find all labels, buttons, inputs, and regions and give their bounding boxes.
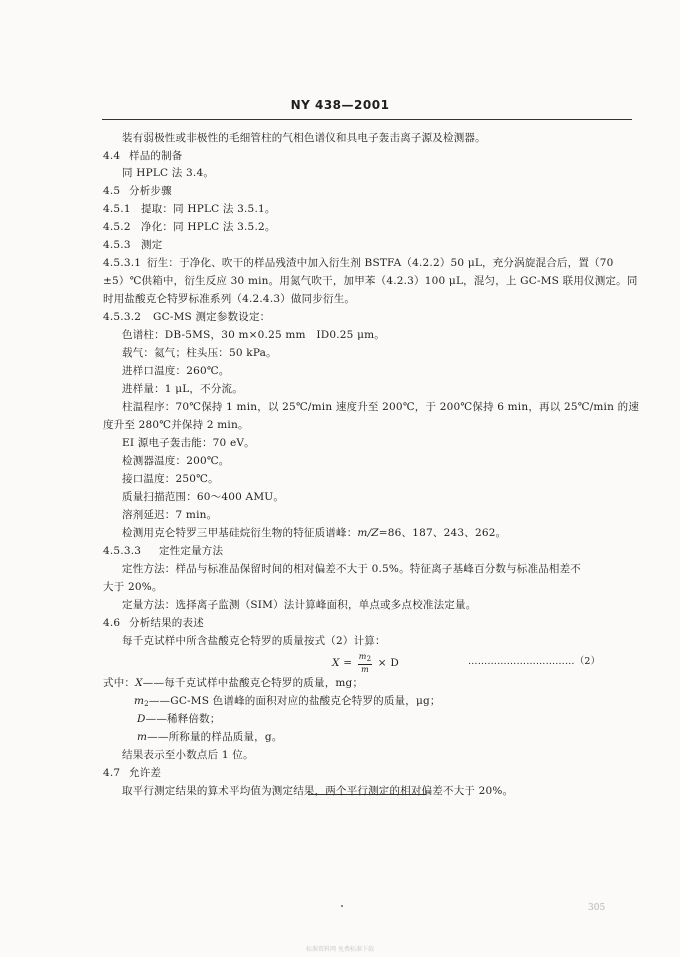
formula-number: ……………………………（2） bbox=[468, 656, 601, 667]
param-line: 进样量：1 μL，不分流。 bbox=[122, 383, 243, 395]
param-line: 柱温程序：70℃保持 1 min，以 25℃/min 速度升至 200℃，于 200℃保持 6 min，再以 25℃/min 的速 bbox=[122, 401, 640, 413]
section-heading: 4.7 允许差 bbox=[103, 767, 162, 779]
section-heading: 4.4 样品的制备 bbox=[103, 150, 183, 162]
param-line: 检测用克仑特罗三甲基硅烷衍生物的特征质谱峰：m/Z=86、187、243、262。 bbox=[122, 527, 507, 539]
subsection-heading: 4.5.3.2 GC-MS 测定参数设定： bbox=[103, 311, 271, 323]
param-line: 载气：氦气；柱头压：50 kPa。 bbox=[122, 347, 277, 359]
text-line: 每千克试样中所含盐酸克仑特罗的质量按式（2）计算： bbox=[122, 635, 386, 647]
param-line: 溶剂延迟：7 min。 bbox=[122, 509, 218, 521]
param-line: 进样口温度：260℃。 bbox=[122, 365, 230, 377]
page-number: 305 bbox=[588, 903, 606, 913]
text-line: 结果表示至小数点后 1 位。 bbox=[122, 749, 254, 761]
where-line: m——所称量的样品质量，g。 bbox=[137, 731, 283, 743]
text-line: 同 HPLC 法 3.4。 bbox=[122, 167, 215, 179]
subsection-heading: 4.5.3.3 定性定量方法 bbox=[103, 545, 224, 557]
formula-fraction: $\frac{m2}{m}$ bbox=[358, 652, 372, 674]
text-line: 大于 20%。 bbox=[103, 581, 163, 593]
header-rule bbox=[102, 119, 632, 120]
param-line: EI 源电子轰击能：70 eV。 bbox=[122, 437, 255, 449]
param-line: 质量扫描范围：60～400 AMU。 bbox=[122, 491, 285, 503]
text-line: 定性方法：样品与标准品保留时间的相对偏差不大于 0.5%。特征离子基峰百分数与标准品相差不 bbox=[122, 563, 582, 575]
text-line: 取平行测定结果的算术平均值为测定结果，两个平行测定的相对偏差不大于 20%。 bbox=[122, 785, 514, 797]
formula: X = $\frac{m2}{m}$ × D bbox=[332, 652, 399, 674]
end-rule bbox=[308, 794, 426, 795]
header-doc-code: NY 438—2001 bbox=[290, 98, 390, 112]
where-line: D——稀释倍数； bbox=[137, 713, 221, 725]
text-line: 装有弱极性或非极性的毛细管柱的气相色谱仪和具电子轰击离子源及检测器。 bbox=[122, 132, 486, 144]
subsection-line: 4.5.3.1 衍生：于净化、吹干的样品残渣中加入衍生剂 BSTFA（4.2.2）50 μL，充分涡旋混合后，置（70 bbox=[103, 257, 614, 269]
subsection-heading: 4.5.3 测定 bbox=[103, 239, 163, 251]
text-line: 时用盐酸克仑特罗标准系列（4.2.4.3）做同步衍生。 bbox=[103, 293, 356, 305]
param-line: 色谱柱：DB-5MS，30 m×0.25 mm ID0.25 μm。 bbox=[122, 329, 385, 341]
page-dot bbox=[341, 905, 343, 907]
section-heading: 4.6 分析结果的表述 bbox=[103, 617, 204, 629]
param-line: 检测器温度：200℃。 bbox=[122, 455, 230, 467]
text-line: ±5）℃供箱中，衍生反应 30 min。用氮气吹干，加甲苯（4.2.3）100 μL，混匀，上 GC-MS 联用仪测定。同 bbox=[103, 275, 638, 287]
footer-watermark: 标准资料网 免费标准下载 bbox=[306, 946, 374, 953]
section-heading: 4.5 分析步骤 bbox=[103, 185, 172, 197]
subsection-line: 4.5.2 净化：同 HPLC 法 3.5.2。 bbox=[103, 221, 276, 233]
subsection-line: 4.5.1 提取：同 HPLC 法 3.5.1。 bbox=[103, 203, 276, 215]
where-line: 式中：X——每千克试样中盐酸克仑特罗的质量，mg； bbox=[103, 677, 364, 689]
param-line: 度升至 280℃并保持 2 min。 bbox=[103, 419, 249, 431]
text-line: 定量方法：选择离子监测（SIM）法计算峰面积，单点或多点校准法定量。 bbox=[122, 599, 477, 611]
param-line: 接口温度：250℃。 bbox=[122, 473, 219, 485]
where-line: $m_2——GC-MS$ 色谱峰的面积对应的盐酸克仑特罗的质量，μg； bbox=[134, 695, 441, 708]
